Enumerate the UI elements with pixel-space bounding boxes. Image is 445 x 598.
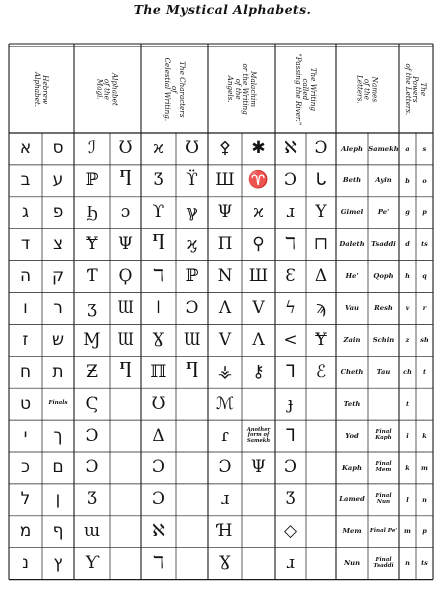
heb-cell: ן [55, 489, 61, 510]
heb-cell: ה [19, 266, 32, 287]
river-cell: Δ [314, 266, 328, 287]
powers-cell: i [406, 431, 409, 440]
names-cell: Samekh [368, 144, 399, 153]
angels-cell: Π [217, 234, 233, 255]
river-cell: ᒣ [285, 361, 296, 382]
celestial-cell: ϔ [186, 170, 198, 191]
powers-cell: m [421, 463, 428, 472]
powers-cell: k [422, 431, 427, 440]
magi-cell: Ʒ [87, 489, 97, 510]
celestial-cell: Ɔ [151, 457, 165, 478]
river-cell: Y [315, 202, 327, 223]
river-cell: ℸ [285, 234, 296, 255]
powers-cell: b [405, 176, 410, 185]
names-cell: Resh [374, 304, 393, 313]
powers-cell: ts [421, 559, 428, 568]
column-header-text: The Characters of Celestial Writing. [162, 57, 187, 122]
river-cell: ◇ [283, 521, 298, 542]
heb-cell: ד [20, 234, 31, 255]
river-cell: ᒣ [285, 425, 296, 446]
angels-cell: Ψ [251, 457, 266, 478]
heb-cell: ף [52, 521, 64, 542]
angels-cell: Ⅴ [218, 329, 232, 350]
names-cell: Qoph [373, 272, 394, 281]
magi-cell: ʒ [87, 297, 97, 318]
angels-cell: ⚲ [252, 234, 265, 255]
river-cell: ℰ [315, 361, 327, 382]
powers-cell: t [422, 367, 426, 376]
powers-cell: n [405, 559, 410, 568]
magi-cell: ɔ [120, 202, 131, 223]
names-cell: Teth [343, 399, 361, 408]
river-cell: ɟ [287, 393, 294, 414]
celestial-cell: Ɯ [183, 329, 201, 350]
powers-cell: r [422, 304, 427, 313]
magi-cell: Ɔ [85, 457, 99, 478]
names-cell: Final Tsaddi [373, 556, 394, 569]
powers-cell: g [405, 208, 410, 217]
celestial-cell: ℸ [153, 266, 164, 287]
names-cell: Ayin [375, 176, 392, 185]
celestial-cell: ℙ [185, 266, 199, 287]
powers-cell: q [422, 272, 427, 281]
heb-cell: ת [52, 361, 64, 382]
powers-cell: o [422, 176, 427, 185]
celestial-cell: ϗ [186, 234, 198, 255]
celestial-cell: Ⴄ [152, 234, 165, 255]
celestial-cell: Ʒ [153, 170, 164, 191]
heb-cell: א [19, 138, 32, 159]
angels-cell: ✱ [251, 138, 266, 159]
powers-cell: p [422, 527, 427, 536]
magi-cell: ɯ [83, 521, 101, 542]
heb-cell: ח [19, 361, 32, 382]
names-cell: Lamed [339, 495, 365, 504]
column-header [336, 47, 399, 132]
angels-cell: ɹ [220, 489, 230, 510]
powers-cell: t [405, 399, 409, 408]
names-cell: Final Pe' [369, 527, 398, 534]
river-cell: ɹ [286, 553, 295, 574]
column-header [9, 47, 74, 132]
heb-cell: ע [52, 170, 64, 191]
names-cell: Daleth [339, 240, 365, 249]
magi-cell: Ϙ [118, 266, 133, 287]
heb-cell: צ [52, 234, 64, 255]
celestial-cell: Ʊ [184, 138, 200, 159]
heb-cell: ב [20, 170, 31, 191]
river-cell: Ɔ [314, 138, 328, 159]
angels-cell: Another form of Samekh [246, 426, 271, 444]
names-cell: Beth [342, 176, 362, 185]
heb-cell: Finals [48, 400, 68, 407]
heb-cell: נ [22, 553, 29, 574]
heb-cell: ש [51, 329, 65, 350]
angels-cell: Ɣ [218, 553, 232, 574]
powers-cell: sh [420, 336, 429, 345]
river-cell: ϡ [316, 297, 326, 318]
celestial-cell: Ʊ [151, 393, 166, 414]
river-cell: ℵ [284, 138, 297, 159]
river-cell: < [283, 329, 298, 350]
names-cell: Final Nun [375, 492, 392, 505]
powers-cell: l [406, 495, 409, 504]
names-cell: Final Mem [375, 461, 392, 473]
heb-cell: ו [23, 297, 28, 318]
heb-cell: ז [22, 329, 29, 350]
celestial-cell: Ɔ [185, 297, 199, 318]
heb-cell: ך [53, 425, 63, 446]
river-cell: Ʒ [285, 489, 296, 510]
heb-cell: ג [21, 202, 29, 223]
heb-cell: כ [21, 457, 30, 478]
celestial-cell: Δ [152, 425, 165, 446]
names-cell: Aleph [341, 144, 363, 153]
magi-cell: Ɯ [117, 297, 134, 318]
powers-cell: d [405, 240, 410, 249]
page-title: The Mystical Alphabets. [133, 2, 312, 17]
angels-cell: Ш [215, 170, 235, 191]
names-cell: Gimel [340, 208, 364, 217]
magi-cell: ℙ [85, 170, 99, 191]
magi-cell: Ⴄ [119, 170, 132, 191]
column-header-text: The Powers of the Letters. [404, 63, 429, 116]
names-cell: Yod [345, 431, 359, 440]
powers-cell: k [405, 463, 410, 472]
powers-cell: v [405, 304, 410, 313]
celestial-cell: Ⴄ [185, 361, 199, 382]
magi-cell: Ɏ [86, 234, 98, 255]
powers-cell: ts [421, 240, 428, 249]
river-cell: Ɔ [283, 170, 297, 191]
river-cell: Ɛ [285, 266, 296, 287]
river-cell: ϟ [284, 297, 297, 318]
powers-cell: z [405, 336, 410, 345]
heb-cell: ל [20, 489, 31, 510]
angels-cell: V [252, 297, 265, 318]
names-cell: Zain [343, 335, 361, 344]
names-cell: Final Kaph [375, 429, 392, 442]
magi-cell: Ψ [118, 234, 133, 255]
column-header [141, 47, 208, 132]
column-header-text: Malachim or the Writing of the Angels. [225, 63, 258, 116]
magi-cell: Ϧ [86, 202, 98, 223]
river-cell: Ɏ [315, 329, 327, 350]
magi-cell: Ƴ [85, 553, 99, 574]
heb-cell: ק [51, 266, 65, 287]
heb-cell: פ [52, 202, 64, 223]
angels-cell: Ɔ [218, 457, 232, 478]
heb-cell: ר [53, 297, 63, 318]
powers-cell: s [422, 144, 427, 153]
names-cell: Tau [376, 367, 391, 376]
heb-cell: מ [19, 521, 32, 542]
magi-cell: Ƭ [86, 266, 98, 287]
celestial-cell: ǀ [155, 297, 161, 318]
column-header [275, 47, 336, 132]
angels-cell: N [217, 266, 233, 287]
magi-cell: Ⴄ [119, 361, 132, 382]
names-cell: Vau [345, 304, 359, 313]
powers-cell: ch [403, 367, 412, 376]
celestial-cell: Ɔ [151, 489, 165, 510]
names-cell: Schin [372, 335, 395, 344]
column-header-text: The Writing called "Passing the River." [293, 53, 318, 126]
angels-cell: Λ [218, 297, 232, 318]
heb-cell: ם [52, 457, 64, 478]
celestial-cell: Ɣ [152, 329, 165, 350]
magi-cell: Ϛ [85, 393, 99, 414]
angels-cell: Ɦ [217, 521, 233, 542]
column-header [399, 47, 433, 132]
names-cell: Pe' [377, 208, 390, 217]
angels-cell: ⚶ [217, 361, 233, 382]
magi-cell: ℐ [88, 138, 96, 159]
column-header-text: Hebrew Alphabet. [33, 71, 51, 108]
magi-cell: Ʊ [118, 138, 133, 159]
heb-cell: ט [19, 393, 32, 414]
powers-cell: h [405, 272, 410, 281]
angels-cell: ♈ [247, 170, 270, 191]
powers-cell: a [405, 144, 410, 153]
column-header-text: Names of the Letters. [355, 75, 380, 104]
river-cell: ɹ [286, 202, 295, 223]
column-header [74, 47, 141, 132]
river-cell: Ɔ [283, 457, 297, 478]
angels-cell: Ш [248, 266, 269, 287]
names-cell: Tsaddi [371, 240, 396, 249]
celestial-cell: ℸ [153, 553, 164, 574]
column-header [208, 47, 275, 132]
angels-cell: ɾ [221, 425, 229, 446]
angels-cell: ⚴ [218, 138, 232, 159]
celestial-cell: ϒ [152, 202, 165, 223]
magi-cell: Ɯ [117, 329, 134, 350]
names-cell: Mem [342, 527, 362, 536]
powers-cell: m [404, 527, 411, 536]
names-cell: Cheth [340, 367, 364, 376]
river-cell: ⊓ [313, 234, 329, 255]
heb-cell: ץ [53, 553, 63, 574]
angels-cell: ϰ [253, 202, 264, 223]
names-cell: Kaph [341, 463, 362, 472]
angels-cell: ⚷ [252, 361, 265, 382]
column-header-text: Alphabet of the Magi. [95, 73, 120, 106]
names-cell: He' [345, 272, 359, 281]
heb-cell: ס [52, 138, 64, 159]
celestial-cell: ℽ [186, 202, 198, 223]
heb-cell: י [23, 425, 28, 446]
angels-cell: ℳ [215, 393, 235, 414]
celestial-cell: ϰ [153, 138, 164, 159]
angels-cell: Ψ [217, 202, 233, 223]
powers-cell: p [422, 208, 427, 217]
magi-cell: Ƶ [86, 361, 98, 382]
names-cell: Nun [343, 559, 361, 568]
river-cell: ᒐ [315, 170, 327, 191]
powers-cell: n [422, 495, 427, 504]
celestial-cell: ℿ [150, 361, 167, 382]
angels-cell: Ʌ [252, 329, 265, 350]
celestial-cell: ℵ [152, 521, 165, 542]
magi-cell: Ɱ [83, 329, 101, 350]
magi-cell: Ɔ [85, 425, 99, 446]
